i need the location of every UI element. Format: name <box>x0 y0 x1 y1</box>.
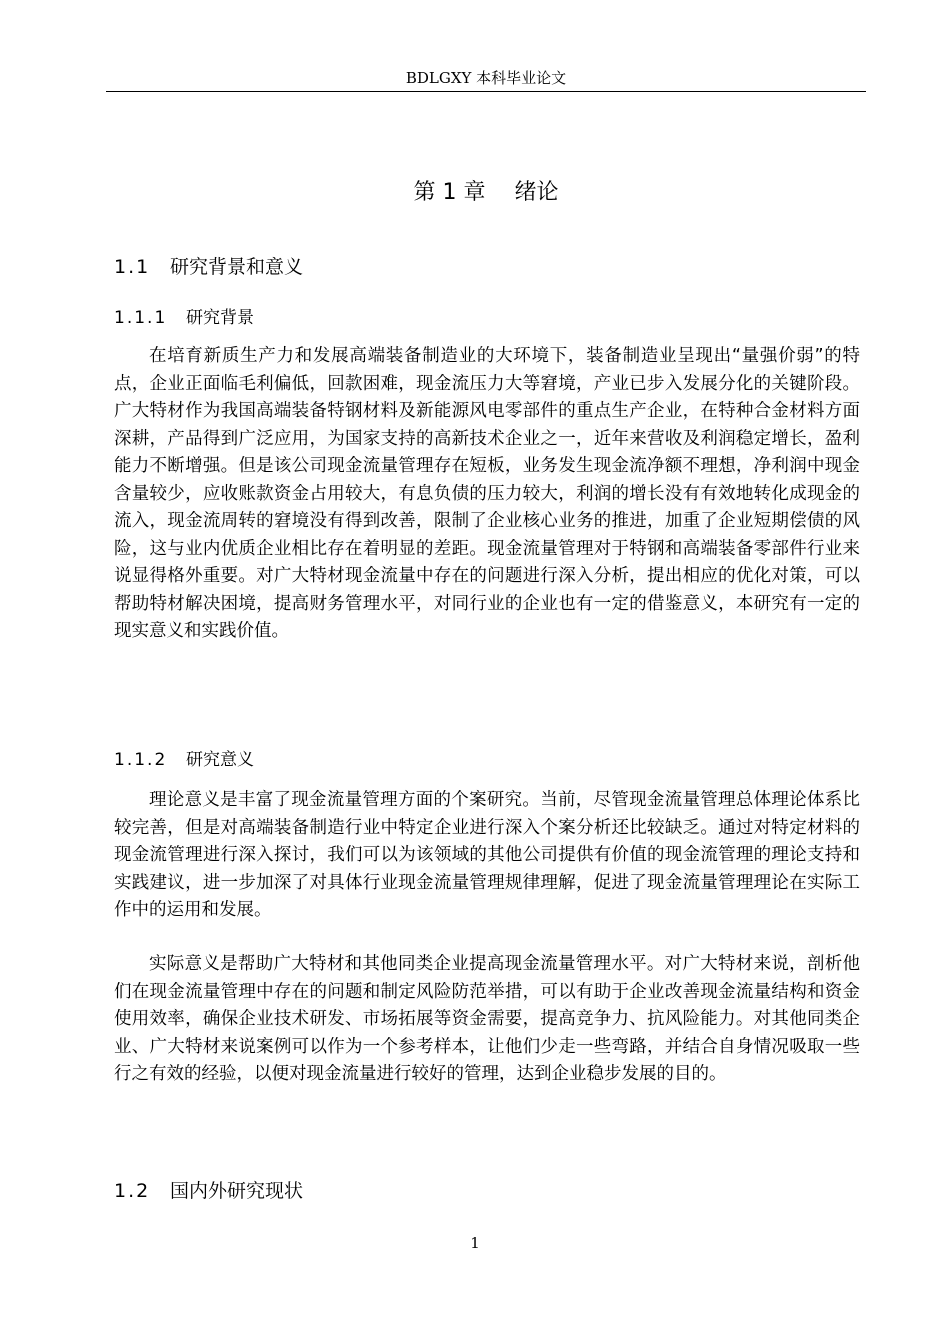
section-number: 1.1 <box>114 256 151 278</box>
header-divider <box>106 91 866 92</box>
paragraph-background: 在培育新质生产力和发展高端装备制造业的大环境下，装备制造业呈现出“量强价弱”的特点，企业正面临毛利偏低，回款困难，现金流压力大等窘境，产业已步入发展分化的关键阶段。广大特材作为我国高端装备特钢材料及新能源风电零部件的重点生产企业，在特种合金材料方面深耕，产品得到广泛应用，为国家支持的高新技术企业之一，近年来营收及利润稳定增长，盈利能力不断增强。但是该公司现金流量管理存在短板，业务发生现金流净额不理想，净利润中现金含量较少，应收账款资金占用较大，有息负债的压力较大，利润的增长没有有效地转化成现金的流入，现金流周转的窘境没有得到改善，限制了企业核心业务的推进，加重了企业短期偿债的风险，这与业内优质企业相比存在着明显的差距。现金流量管理对于特钢和高端装备零部件行业来说显得格外重要。对广大特材现金流量中存在的问题进行深入分析，提出相应的优化对策，可以帮助特材解决困境，提高财务管理水平，对同行业的企业也有一定的借鉴意义，本研究有一定的现实意义和实践价值。 <box>114 346 860 641</box>
subsection-number: 1.1.2 <box>114 750 168 770</box>
subsection-title: 研究意义 <box>186 750 254 770</box>
section-number: 1.2 <box>114 1180 151 1202</box>
section-heading-1-1 <box>114 253 303 281</box>
section-heading-1-2 <box>114 1177 303 1205</box>
subsection-title: 研究背景 <box>186 308 254 328</box>
subsection-number: 1.1.1 <box>114 308 168 328</box>
section-title: 研究背景和意义 <box>170 256 304 278</box>
running-header: BDLGXY 本科毕业论文 <box>405 69 567 87</box>
section-title: 国内外研究现状 <box>170 1180 304 1202</box>
subsection-heading-1-1-2 <box>114 747 254 773</box>
chapter-title: 第 1 章 绪论 <box>413 180 559 205</box>
page-number: 1 <box>470 1234 480 1252</box>
paragraph-theory: 理论意义是丰富了现金流量管理方面的个案研究。当前，尽管现金流量管理总体理论体系比较完善，但是对高端装备制造行业中特定企业进行深入个案分析还比较缺乏。通过对特定材料的现金流管理进行深入探讨，我们可以为该领域的其他公司提供有价值的现金流管理的理论支持和实践建议，进一步加深了对具体行业现金流量管理规律理解，促进了现金流量管理理论在实际工作中的运用和发展。 <box>114 790 860 920</box>
paragraph-practice: 实际意义是帮助广大特材和其他同类企业提高现金流量管理水平。对广大特材来说，剖析他们在现金流量管理中存在的问题和制定风险防范举措，可以有助于企业改善现金流量结构和资金使用效率，确保企业技术研发、市场拓展等资金需要，提高竞争力、抗风险能力。对其他同类企业、广大特材来说案例可以作为一个参考样本，让他们少走一些弯路，并结合自身情况吸取一些行之有效的经验，以便对现金流量进行较好的管理，达到企业稳步发展的目的。 <box>114 954 860 1084</box>
subsection-heading-1-1-1 <box>114 305 254 331</box>
